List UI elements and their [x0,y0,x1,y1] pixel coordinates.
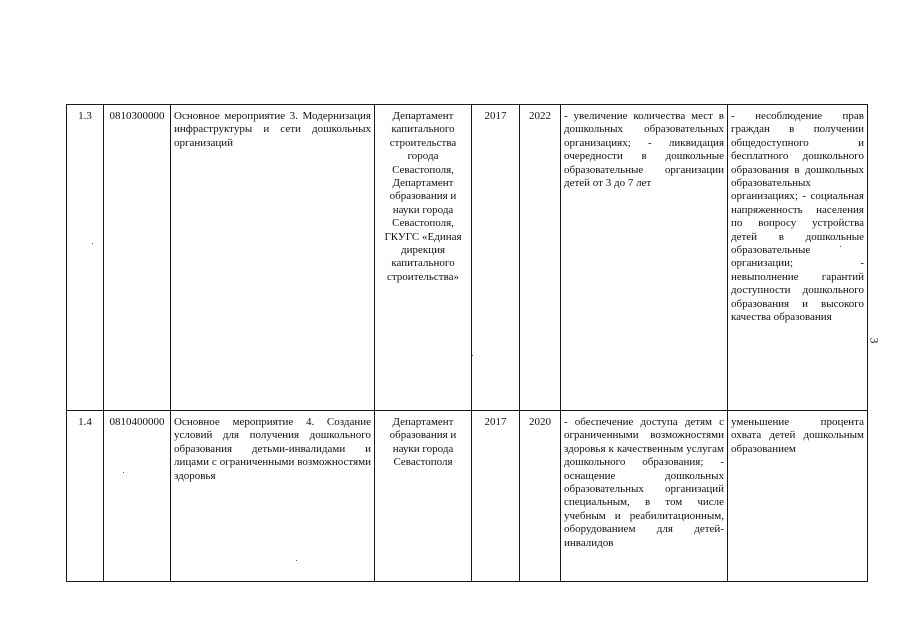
non-implementation-consequences: - несоблюдение прав граждан в получении общедоступного и бесплатного дошкольного образования в дошкольных образовательных организациях; - социальная напряженность населения по вопросу устройства детей в дошкольные образовательные организации; - невыполнение гарантий доступности дошкольного образования и высокого качества образования [728,105,868,411]
end-year: 2020 [520,411,561,582]
row-number: 1.3 [67,105,104,411]
responsible-executor: Департамент образования и науки города Севастополя [375,411,472,582]
scan-speck [123,472,124,473]
responsible-executor: Департамент капитального строительства города Севастополя, Департамент образования и науки города Севастополя, ГКУГС «Единая дирекция капитального строительства» [375,105,472,411]
page-number: 3 [867,337,882,344]
table-row [67,105,868,411]
scan-speck [296,560,297,561]
expected-result: - увеличение количества мест в дошкольных образовательных организациях; - ликвидация очередности в дошкольные образовательные организации детей от 3 до 7 лет [561,105,728,411]
expected-result: - обеспечение доступа детям с ограниченными возможностями здоровья к качественным услугам дошкольного образования; - оснащение дошкольных образовательных организаций специальным, в том числе учебным и реабилитационным, оборудованием для детей-инвалидов [561,411,728,582]
table-row [67,411,868,582]
start-year: 2017 [472,411,520,582]
non-implementation-consequences: уменьшение процента охвата детей дошкольным образованием [728,411,868,582]
scan-speck [840,246,841,247]
budget-code: 0810400000 [104,411,171,582]
activity-name: Основное мероприятие 4. Создание условий для получения дошкольного образования детьми-инвалидами и лицами с ограниченными возможностями здоровья [171,411,375,582]
start-year: 2017 [472,105,520,411]
scan-speck [472,355,473,356]
activity-name: Основное мероприятие 3. Модернизация инфраструктуры и сети дошкольных организаций [171,105,375,411]
row-number: 1.4 [67,411,104,582]
end-year: 2022 [520,105,561,411]
budget-code: 0810300000 [104,105,171,411]
scan-speck [92,243,93,244]
program-activities-table [66,104,868,582]
